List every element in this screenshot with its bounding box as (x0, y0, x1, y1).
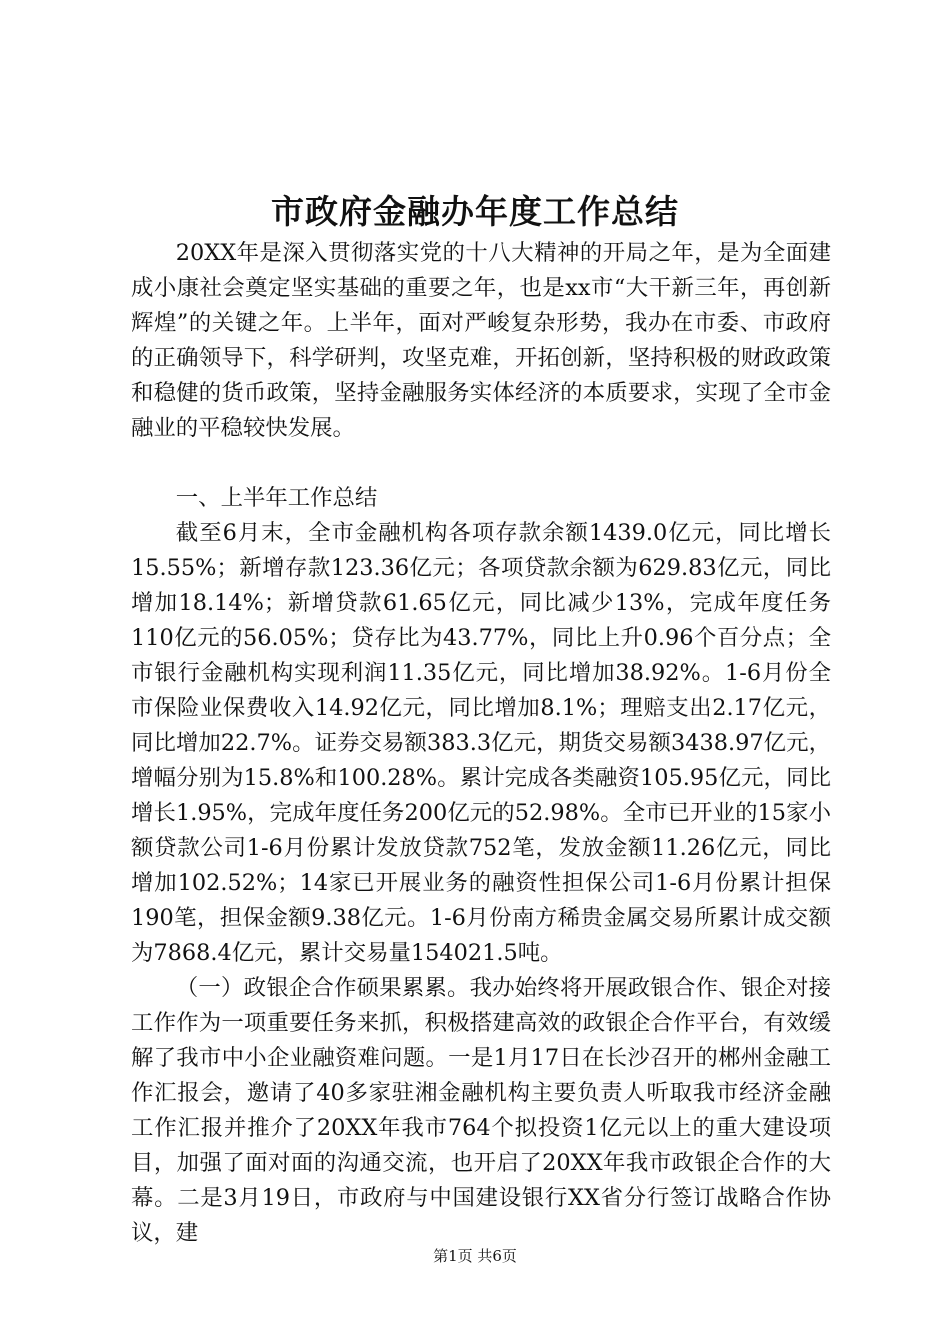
document-title: 市政府金融办年度工作总结 (271, 192, 679, 231)
summary-paragraph: 截至6月末，全市金融机构各项存款余额1439.0亿元，同比增长15.55%；新增存款123.36亿元；各项贷款余额为629.83亿元，同比增加18.14%；新增贷款61.65亿元，同比减少13%，完成年度任务110亿元的56.05%；贷存比为43.77%，同比上升0.96个百分点；全市银行金融机构实现利润11.35亿元，同比增加38.92%。1-6月份全市保险业保费收入14.92亿元，同比增加8.1%；理赔支出2.17亿元，同比增加22.7%。证券交易额383.3亿元，期货交易额3438.97亿元，增幅分别为15.8%和100.28%。累计完成各类融资105.95亿元，同比增长1.95%，完成年度任务200亿元的52.98%。全市已开业的15家小额贷款公司1-6月份累计发放贷款752笔，发放金额11.26亿元，同比增加102.52%；14家已开展业务的融资性担保公司1-6月份累计担保190笔，担保金额9.38亿元。1-6月份南方稀贵金属交易所累计成交额为7868.4亿元，累计交易量154021.5吨。 (131, 520, 831, 966)
section-heading: 一、上半年工作总结 (175, 485, 378, 511)
cooperation-paragraph: （一）政银企合作硕果累累。我办始终将开展政银合作、银企对接工作作为一项重要任务来抓，积极搭建高效的政银企合作平台，有效缓解了我市中小企业融资难问题。一是1月17日在长沙召开的郴州金融工作汇报会，邀请了40多家驻湘金融机构主要负责人听取我市经济金融工作汇报并推介了20XX年我市764个拟投资1亿元以上的重大建设项目，加强了面对面的沟通交流，也开启了20XX年我市政银企合作的大幕。二是3月19日，市政府与中国建设银行XX省分行签订战略合作协议，建 (131, 975, 831, 1246)
intro-paragraph: 20XX年是深入贯彻落实党的十八大精神的开局之年，是为全面建成小康社会奠定坚实基础的重要之年，也是xx市“大干新三年，再创新辉煌”的关键之年。上半年，面对严峻复杂形势，我办在市委、市政府的正确领导下，科学研判，攻坚克难，开拓创新，坚持积极的财政政策和稳健的货币政策，坚持金融服务实体经济的本质要求，实现了全市金融业的平稳较快发展。 (131, 240, 831, 441)
document-body (131, 236, 831, 1251)
paragraph-spacer (131, 446, 831, 481)
page-footer: 第1页 共6页 (433, 1247, 517, 1265)
